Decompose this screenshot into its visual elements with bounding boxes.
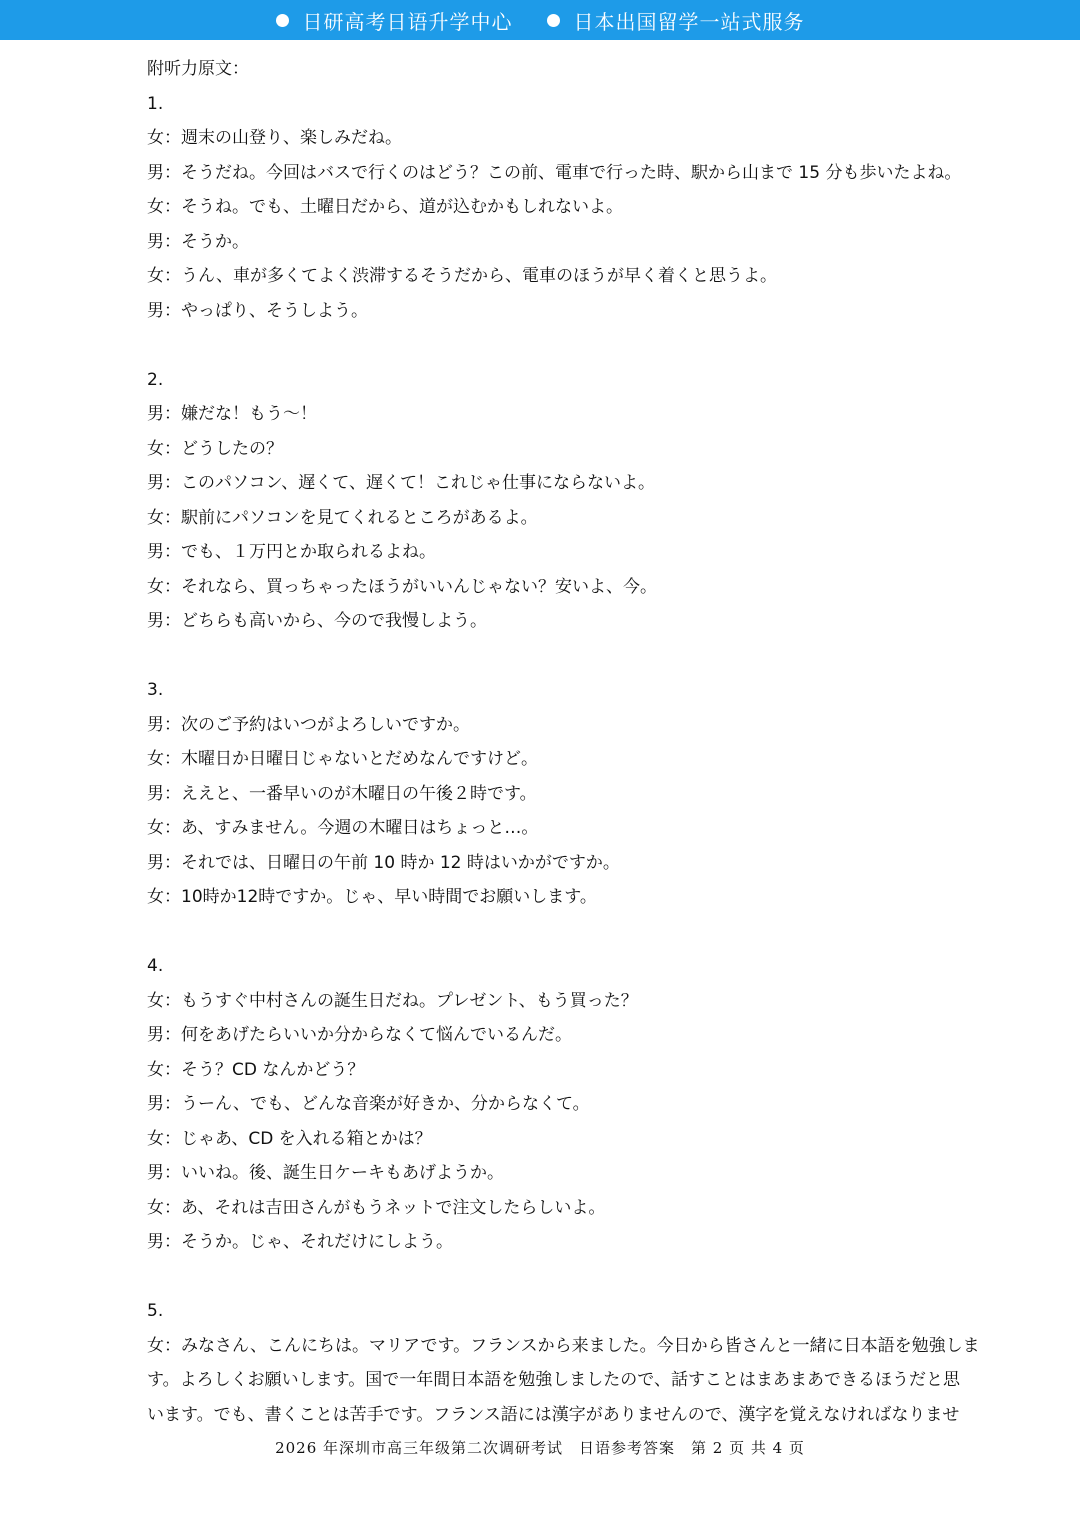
section-spacer (147, 328, 947, 363)
section-spacer (147, 1260, 947, 1295)
dialogue-line: 女：あ、すみません。今週の木曜日はちょっと…。 (147, 818, 539, 838)
banner-item-left (276, 6, 513, 35)
dialogue-line: 女：うん、車が多くてよく渋滞するそうだから、電車のほうが早く着くと思うよ。 (147, 266, 778, 286)
dialogue-line: 女：10時か12時ですか。じゃ、早い時間でお願いします。 (147, 887, 597, 907)
page-footer: 2026 年深圳市高三年级第二次调研考试 日语参考答案 第 2 页 共 4 页 (275, 1439, 805, 1457)
dialogue-line: 女：みなさん、こんにちは。マリアです。フランスから来ました。今日から皆さんと一緒に日本語を勉強しま (147, 1335, 980, 1356)
section-number: 2. (147, 369, 164, 390)
dialogue-line: す。よろしくお願いします。国で一年間日本語を勉強しましたので、話すことはまあまあできるほうだと思 (147, 1370, 960, 1390)
dialogue-line: 女：それなら、買っちゃったほうがいいんじゃない？安いよ、今。 (147, 576, 657, 597)
banner-left-text: 日研高考日语升学中心 (302, 9, 513, 34)
dialogue-line: 女：駅前にパソコンを見てくれるところがあるよ。 (147, 507, 538, 528)
dialogue-line: 男：いいね。後、誕生日ケーキもあげようか。 (147, 1163, 504, 1183)
section-number: 3. (147, 680, 164, 700)
dialogue-line: 女：もうすぐ中村さんの誕生日だね。プレゼント、もう買った？ (147, 990, 638, 1011)
bullet-dot-icon (547, 14, 560, 27)
section-number: 5. (147, 1301, 164, 1321)
dialogue-section (147, 673, 947, 915)
top-banner (0, 0, 1080, 40)
document-heading: 附听力原文： (147, 59, 249, 79)
banner-item-right (547, 6, 805, 35)
dialogue-line: 男：次のご予約はいつがよろしいですか。 (147, 714, 470, 735)
dialogue-line: 女：そう？CD なんかどう？ (147, 1059, 365, 1080)
dialogue-line: 男：このパソコン、遅くて、遅くて！これじゃ仕事にならないよ。 (147, 473, 655, 493)
dialogue-line: 女：あ、それは吉田さんがもうネットで注文したらしいよ。 (147, 1197, 606, 1218)
dialogue-line: 女：週末の山登り、楽しみだね。 (147, 128, 402, 148)
section-spacer (147, 915, 947, 950)
dialogue-line: 男：うーん、でも、どんな音楽が好きか、分からなくて。 (147, 1094, 590, 1114)
dialogue-line: います。でも、書くことは苦手です。フランス語には漢字がありませんので、漢字を覚えなければなりませ (147, 1404, 960, 1425)
section-number: 1. (147, 93, 164, 114)
document-body (147, 52, 980, 1432)
banner-right-text: 日本出国留学一站式服务 (573, 9, 805, 34)
dialogue-line: 男：そうか。じゃ、それだけにしよう。 (147, 1232, 453, 1252)
dialogue-line: 男：やっぱり、そうしよう。 (147, 300, 368, 321)
dialogue-section (147, 1294, 980, 1432)
dialogue-line: 男：でも、１万円とか取られるよね。 (147, 542, 436, 562)
dialogue-line: 女：そうね。でも、土曜日だから、道が込むかもしれないよ。 (147, 197, 623, 217)
dialogue-line: 男：何をあげたらいいか分からなくて悩んでいるんだ。 (147, 1025, 572, 1045)
dialogue-line: 女：じゃあ、CD を入れる箱とかは？ (147, 1128, 432, 1149)
section-number: 4. (147, 956, 164, 976)
dialogue-section (147, 949, 947, 1260)
dialogue-line: 女：木曜日か日曜日じゃないとだめなんですけど。 (147, 749, 538, 769)
dialogue-section (147, 87, 962, 329)
section-spacer (147, 639, 947, 674)
dialogue-line: 女：どうしたの？ (147, 438, 283, 459)
dialogue-line: 男：それでは、日曜日の午前 10 時か 12 時はいかがですか。 (147, 852, 620, 873)
dialogue-line: 男：そうだね。今回はバスで行くのはどう？この前、電車で行った時、駅から山まで 15 分も歩いたよね。 (147, 162, 962, 183)
bullet-dot-icon (276, 14, 289, 27)
dialogue-line: 男：ええと、一番早いのが木曜日の午後２時です。 (147, 783, 537, 804)
dialogue-line: 男：嫌だな！もう～！ (147, 404, 317, 424)
dialogue-section (147, 363, 947, 639)
dialogue-sections (147, 87, 980, 1433)
dialogue-line: 男：どちらも高いから、今ので我慢しよう。 (147, 611, 487, 631)
dialogue-line: 男：そうか。 (147, 231, 249, 252)
